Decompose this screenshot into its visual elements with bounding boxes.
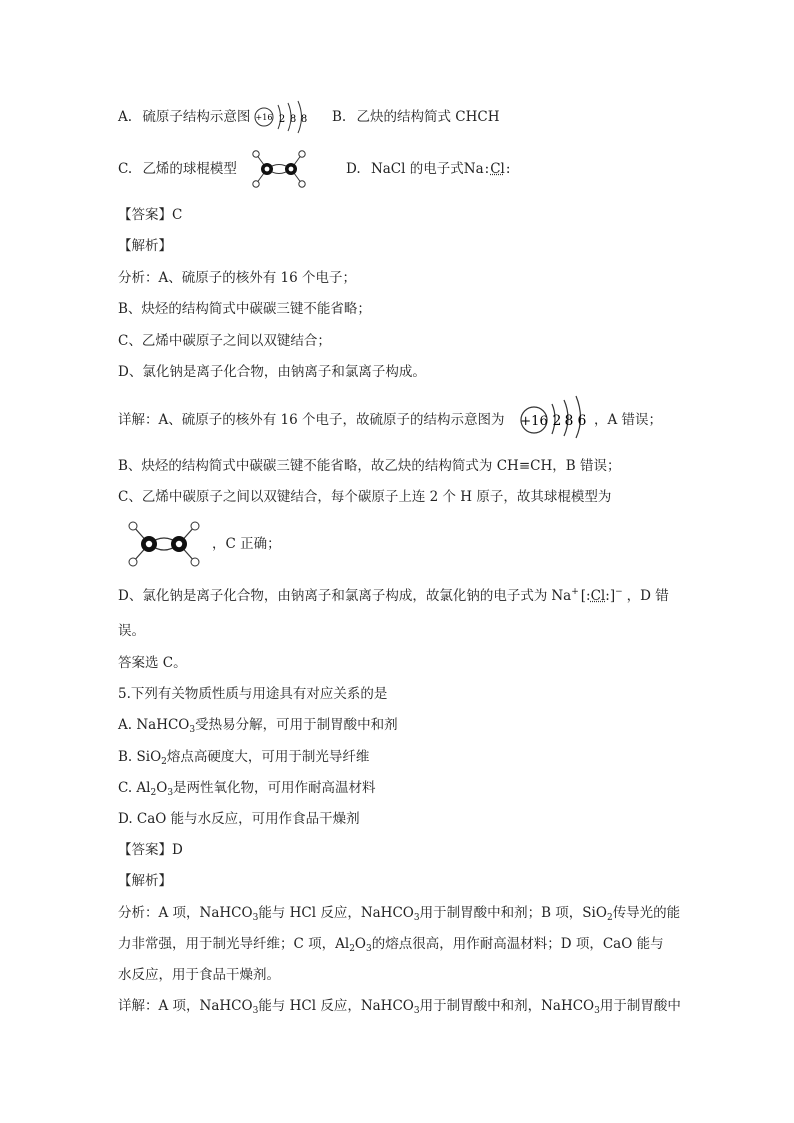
q5-analysis-line-2: 力非常强，用于制光导纤维；C 项，$Al_2O_3$的熔点很高，用作耐高温材料；D 项，CaO 能与	[118, 936, 664, 954]
shell-3-count: 6	[577, 413, 587, 429]
q4-analysis-a: 分析：A、硫原子的核外有 16 个电子；	[118, 270, 357, 286]
q5-analysis-heading: 【解析】	[118, 873, 172, 889]
ethylene-ball-stick-model-large	[125, 519, 207, 569]
nacl-electron-formula: Na:Cl:	[463, 161, 511, 177]
shell-2-count: 8	[564, 413, 574, 429]
chlorine-ion: Cl	[590, 588, 606, 604]
option-label: C.	[118, 161, 133, 177]
q4-detail-d-wrap: 误。	[118, 623, 145, 639]
shell-1-count: 2	[552, 413, 562, 429]
shell-3-count: 8	[300, 114, 308, 125]
option-label: A.	[118, 109, 133, 125]
q4-detail-b: B、炔烃的结构简式中碳碳三键不能省略，故乙炔的结构简式为 CH≡CH，B 错误；	[118, 458, 621, 474]
option-text: NaCl 的电子式	[370, 161, 464, 177]
option-text: 硫原子结构示意图	[142, 109, 251, 125]
shell-2-count: 8	[289, 114, 297, 125]
sulfur-atom-diagram	[254, 100, 314, 134]
q5-option-a: A. NaHCO$_3$受热易分解，可用于制胃酸中和剂	[118, 717, 398, 735]
q5-stem: 5.下列有关物质性质与用途具有对应关系的是	[118, 686, 388, 702]
q5-option-d: D. CaO 能与水反应，可用作食品干燥剂	[118, 811, 360, 827]
ethylene-ball-stick-model	[250, 148, 312, 190]
q5-option-c: C. $Al_2O_3$是两性氧化物，可用作耐高温材料	[118, 780, 376, 798]
q4-option-b	[332, 107, 500, 127]
option-text: 乙烯的球棍模型	[142, 161, 237, 177]
nacl-electron-formula-correct: Na+ [:Cl:]−	[551, 587, 623, 604]
q5-answer: 【答案】D	[118, 842, 183, 858]
q5-detail-line-1: 详解：A 项，NaHCO$_3$能与 HCl 反应，NaHCO$_3$用于制胃酸中和剂，NaHCO$_3$用于制胃酸中	[118, 998, 681, 1016]
option-text: 乙炔的结构简式 CHCH	[356, 109, 500, 125]
q4-conclusion: 答案选 C。	[118, 655, 187, 671]
q4-detail-d: D、氯化钠是离子化合物，由钠离子和氯离子构成，故氯化钠的电子式为 Na+ [:Cl:]− ，D 错	[118, 587, 669, 604]
option-label: B.	[332, 109, 347, 125]
q4-analysis-heading: 【解析】	[118, 238, 172, 254]
q5-analysis-line-3: 水反应，用于食品干燥剂。	[118, 967, 280, 983]
q4-analysis-c: C、乙烯中碳原子之间以双键结合；	[118, 333, 331, 349]
q4-option-c	[118, 159, 237, 179]
nucleus-charge: +16	[520, 414, 548, 429]
q4-option-d	[346, 159, 510, 179]
chlorine-atom: Cl	[490, 161, 505, 177]
q4-answer: 【答案】C	[118, 207, 183, 223]
q4-analysis-b: B、炔烃的结构简式中碳碳三键不能省略；	[118, 301, 371, 317]
q4-detail-c-end: ，C 正确；	[212, 536, 281, 552]
q5-analysis-line-1: 分析：A 项，NaHCO$_3$能与 HCl 反应，NaHCO$_3$用于制胃酸中和剂；B 项，SiO$_2$传导光的能	[118, 905, 681, 923]
q4-detail-c: C、乙烯中碳原子之间以双键结合，每个碳原子上连 2 个 H 原子，故其球棍模型为	[118, 489, 612, 505]
shell-1-count: 2	[278, 114, 286, 125]
q4-detail-a: 详解：A、硫原子的核外有 16 个电子，故硫原子的结构示意图为	[118, 412, 505, 428]
nucleus-charge: +16	[255, 113, 273, 122]
q4-analysis-d: D、氯化钠是离子化合物，由钠离子和氯离子构成。	[118, 364, 426, 380]
sulfur-atom-diagram-correct	[519, 392, 591, 440]
q4-detail-a-end: ，A 错误；	[594, 412, 663, 428]
q5-option-b: B. SiO$_2$熔点高硬度大，可用于制光导纤维	[118, 749, 370, 767]
q4-option-a	[118, 107, 250, 127]
option-label: D.	[346, 161, 361, 177]
